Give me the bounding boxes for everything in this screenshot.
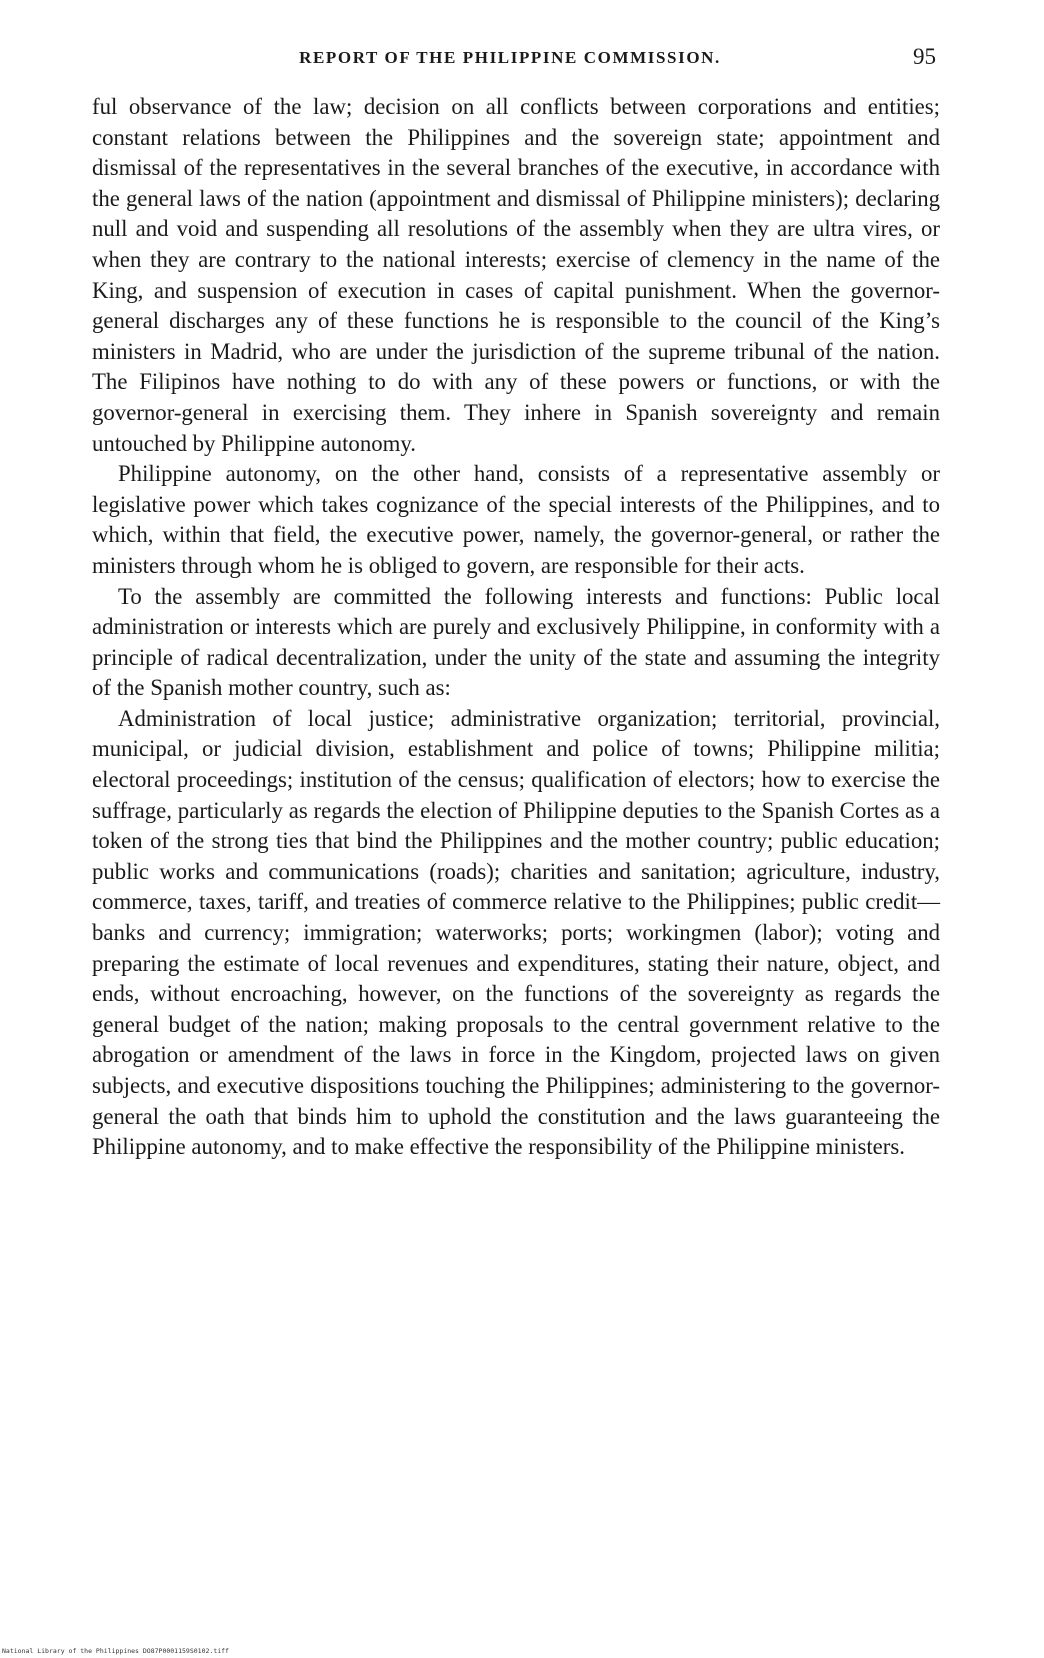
paragraph-administration-list: Administration of local justice; administrative organization; territorial, provincial, municipal, or judicial division, establishment and police of towns; Philippine militia; electoral proceedings; institution of the census; qualification of electors; how to exercise the suffrage, particularly as regards the election of Philippine deputies to the Spanish Cortes as a token of the strong ties that bind the Philippines and the mother country; public education; public works and communications (roads); charities and sanitation; agriculture, industry, commerce, taxes, tariff, and treaties of commerce relative to the Philippines; public credit—banks and currency; immigration; waterworks; ports; workingmen (labor); voting and preparing the estimate of local revenues and expenditures, stating their nature, object, and ends, without encroaching, however, on the functions of the sovereignty as regards the general budget of the nation; making proposals to the central government relative to the abrogation or amendment of the laws in force in the Kingdom, projected laws on given subjects, and executive dispositions touching the Philippines; administering to the governor-general the oath that binds him to uphold the constitution and the laws guaranteeing the Philippine autonomy, and to make effective the responsibility of the Philippine ministers.: [92, 705, 940, 1160]
running-head: REPORT OF THE PHILIPPINE COMMISSION.: [299, 48, 721, 67]
scan-footer: National Library of the Philippines DO87P0001159S0102.tiff: [2, 1647, 229, 1655]
body-text: [92, 92, 940, 1163]
paragraph-continuation: ful observance of the law; decision on all conflicts between corporations and entities; constant relations between the Philippines and the sovereign state; appointment and dismissal of the representatives in the several branches of the executive, in accordance with the general laws of the nation (appointment and dismissal of Philippine ministers); declaring null and void and suspending all resolutions of the assembly when they are ultra vires, or when they are contrary to the national interests; exercise of clemency in the name of the King, and suspension of execution in cases of capital punishment. When the governor-general discharges any of these functions he is responsible to the council of the King’s ministers in Madrid, who are under the jurisdiction of the supreme tribunal of the nation. The Filipinos have nothing to do with any of these powers or functions, or with the governor-general in exercising them. They inhere in Spanish sovereignty and remain untouched by Philippine autonomy.: [92, 94, 940, 456]
paragraph-assembly-functions: To the assembly are committed the following interests and functions: Public local administration or interests which are purely and exclusively Philippine, in conformity with a principle of radical decentralization, under the unity of the state and assuming the integrity of the Spanish mother country, such as:: [92, 583, 940, 701]
page-number: 95: [913, 44, 936, 69]
paragraph-autonomy: Philippine autonomy, on the other hand, consists of a representative assembly or legislative power which takes cognizance of the special interests of the Philippines, and to which, within that field, the executive power, namely, the governor-general, or rather the ministers through whom he is obliged to govern, are responsible for their acts.: [92, 461, 940, 578]
